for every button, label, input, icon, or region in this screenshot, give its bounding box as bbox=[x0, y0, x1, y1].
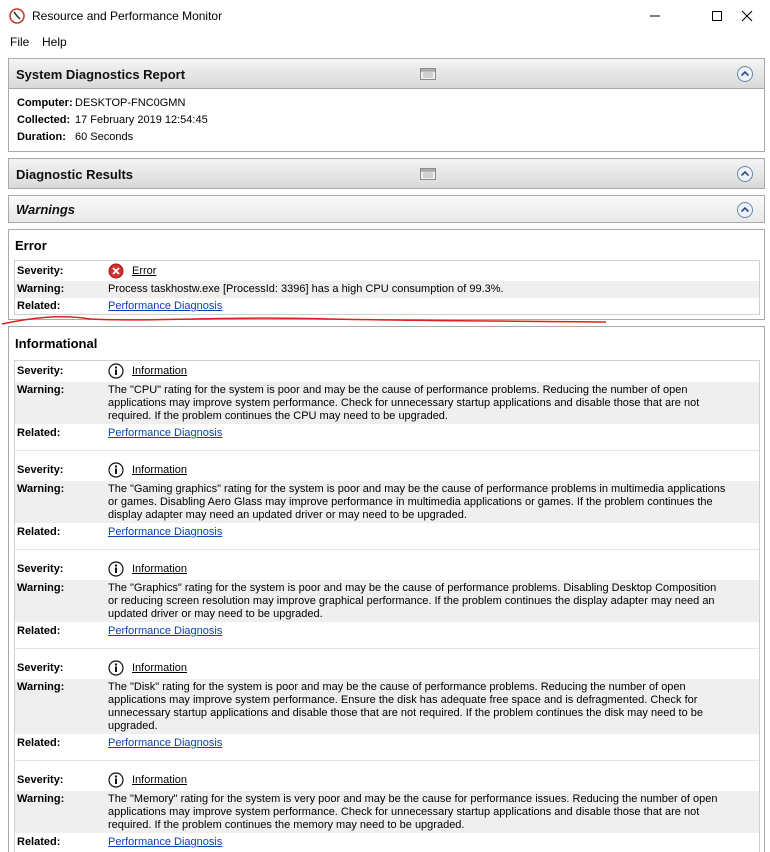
related-row bbox=[15, 299, 759, 315]
related-label: Related: bbox=[17, 836, 61, 848]
entry-divider bbox=[15, 549, 759, 550]
collapse-icon[interactable] bbox=[736, 65, 754, 83]
warning-row bbox=[15, 580, 759, 622]
title-bar bbox=[0, 0, 770, 32]
warning-row bbox=[15, 382, 759, 424]
performance-diagnosis-link[interactable]: Performance Diagnosis bbox=[108, 300, 223, 312]
warning-text: The "CPU" rating for the system is poor and may be the cause of performance problems. Reducing the number of open applications may improve system performance. Check for unnecessary startup applications and disable those that are not required. If the problem continues the CPU may need to be upgraded. bbox=[108, 384, 700, 422]
entry-divider bbox=[15, 648, 759, 649]
warning-text: Process taskhostw.exe [ProcessId: 3396] has a high CPU consumption of 99.3%. bbox=[108, 283, 504, 295]
collapse-icon[interactable] bbox=[736, 201, 754, 219]
severity-label: Severity: bbox=[17, 365, 64, 377]
warning-text: The "Graphics" rating for the system is poor and may be the cause of performance problems. Disabling Desktop Composition or reducing screen resolution may improve graphical performance. If the problem continues the display adapter may need an updated driver or may need to be upgraded. bbox=[108, 582, 717, 620]
severity-label: Severity: bbox=[17, 662, 64, 674]
severity-row bbox=[15, 261, 759, 281]
warning-label: Warning: bbox=[17, 283, 65, 295]
menu-bar bbox=[0, 32, 770, 52]
diagnostic-results-header[interactable] bbox=[8, 158, 765, 189]
warning-text: The "Disk" rating for the system is poor and may be the cause of performance problems. Reducing the number of open applications may improve system performance. Ensure the disk has adequate free space and is defragmented. Check for unnecessary startup applications and disable those that are not required. If the problem continues the disk may need to be upgraded. bbox=[108, 681, 703, 732]
warnings-title: Warnings bbox=[16, 202, 75, 217]
warning-row bbox=[15, 281, 759, 298]
warnings-header[interactable] bbox=[8, 195, 765, 223]
report-title: System Diagnostics Report bbox=[16, 67, 186, 82]
information-icon bbox=[108, 561, 124, 577]
duration-label: Duration: bbox=[17, 131, 66, 143]
performance-diagnosis-link[interactable]: Performance Diagnosis bbox=[108, 737, 223, 749]
related-row bbox=[15, 624, 759, 640]
severity-row bbox=[15, 361, 759, 381]
severity-value[interactable]: Information bbox=[132, 464, 188, 476]
information-icon bbox=[108, 660, 124, 676]
warning-label: Warning: bbox=[17, 384, 65, 396]
close-icon bbox=[741, 10, 753, 22]
informational-entries bbox=[14, 360, 760, 852]
system-diagnostics-report-header[interactable] bbox=[8, 58, 765, 89]
collected-row bbox=[17, 114, 208, 126]
error-section-title: Error bbox=[15, 238, 47, 253]
information-icon bbox=[108, 772, 124, 788]
window-title: Resource and Performance Monitor bbox=[32, 9, 223, 23]
warning-row bbox=[15, 481, 759, 523]
related-label: Related: bbox=[17, 526, 61, 538]
informational-section bbox=[8, 326, 765, 852]
related-label: Related: bbox=[17, 427, 61, 439]
warning-label: Warning: bbox=[17, 582, 65, 594]
severity-label: Severity: bbox=[17, 563, 64, 575]
duration-row bbox=[17, 131, 133, 143]
computer-label: Computer: bbox=[17, 97, 73, 109]
severity-row bbox=[15, 559, 759, 579]
information-icon bbox=[108, 462, 124, 478]
warning-row bbox=[15, 791, 759, 833]
error-section bbox=[8, 229, 765, 320]
warning-text: The "Memory" rating for the system is very poor and may be the cause for performance issues. Reducing the number of open applications may improve system performance. Check for unnecessary startup applications and disable those that are not required. If the problem continues the memory may need to be upgraded. bbox=[108, 793, 718, 831]
entry-divider bbox=[15, 450, 759, 451]
menu-file[interactable]: File bbox=[10, 35, 30, 49]
severity-value[interactable]: Information bbox=[132, 365, 188, 377]
related-row bbox=[15, 835, 759, 851]
severity-label: Severity: bbox=[17, 774, 64, 786]
severity-label: Severity: bbox=[17, 464, 64, 476]
related-label: Related: bbox=[17, 625, 61, 637]
severity-row bbox=[15, 770, 759, 790]
collected-label: Collected: bbox=[17, 114, 71, 126]
information-icon bbox=[108, 363, 124, 379]
minimize-button[interactable] bbox=[632, 0, 678, 32]
warning-label: Warning: bbox=[17, 793, 65, 805]
related-row bbox=[15, 525, 759, 541]
close-button[interactable] bbox=[724, 0, 770, 32]
error-icon bbox=[108, 263, 124, 279]
menu-help[interactable]: Help bbox=[42, 35, 67, 49]
collapse-icon[interactable] bbox=[736, 165, 754, 183]
related-row bbox=[15, 426, 759, 442]
calendar-icon[interactable] bbox=[420, 68, 436, 80]
related-row bbox=[15, 736, 759, 752]
related-label: Related: bbox=[17, 300, 61, 312]
system-info-panel bbox=[8, 89, 765, 152]
warning-label: Warning: bbox=[17, 681, 65, 693]
informational-section-title: Informational bbox=[15, 336, 98, 351]
performance-diagnosis-link[interactable]: Performance Diagnosis bbox=[108, 526, 223, 538]
performance-diagnosis-link[interactable]: Performance Diagnosis bbox=[108, 427, 223, 439]
related-label: Related: bbox=[17, 737, 61, 749]
severity-label: Severity: bbox=[17, 265, 64, 277]
severity-value[interactable]: Information bbox=[132, 563, 188, 575]
severity-value[interactable]: Error bbox=[132, 265, 157, 277]
severity-value[interactable]: Information bbox=[132, 662, 188, 674]
minimize-icon bbox=[649, 10, 661, 22]
maximize-icon bbox=[711, 10, 723, 22]
diagnostic-results-title: Diagnostic Results bbox=[16, 167, 134, 182]
entry-divider bbox=[15, 760, 759, 761]
severity-row bbox=[15, 460, 759, 480]
collected-value: 17 February 2019 12:54:45 bbox=[75, 114, 208, 126]
computer-value: DESKTOP-FNC0GMN bbox=[75, 97, 186, 109]
warning-label: Warning: bbox=[17, 483, 65, 495]
computer-row bbox=[17, 97, 185, 109]
performance-monitor-icon bbox=[9, 8, 25, 24]
severity-value[interactable]: Information bbox=[132, 774, 188, 786]
performance-diagnosis-link[interactable]: Performance Diagnosis bbox=[108, 836, 223, 848]
error-entry bbox=[14, 260, 760, 315]
severity-row bbox=[15, 658, 759, 678]
calendar-icon[interactable] bbox=[420, 168, 436, 180]
warning-row bbox=[15, 679, 759, 734]
duration-value: 60 Seconds bbox=[75, 131, 134, 143]
performance-diagnosis-link[interactable]: Performance Diagnosis bbox=[108, 625, 223, 637]
warning-text: The "Gaming graphics" rating for the system is poor and may be the cause of performance problems in multimedia applications or games. Disabling Aero Glass may improve performance in multimedia applications or games. If the problem continues the display adapter may need an updated driver or may need to be upgraded. bbox=[108, 483, 726, 521]
